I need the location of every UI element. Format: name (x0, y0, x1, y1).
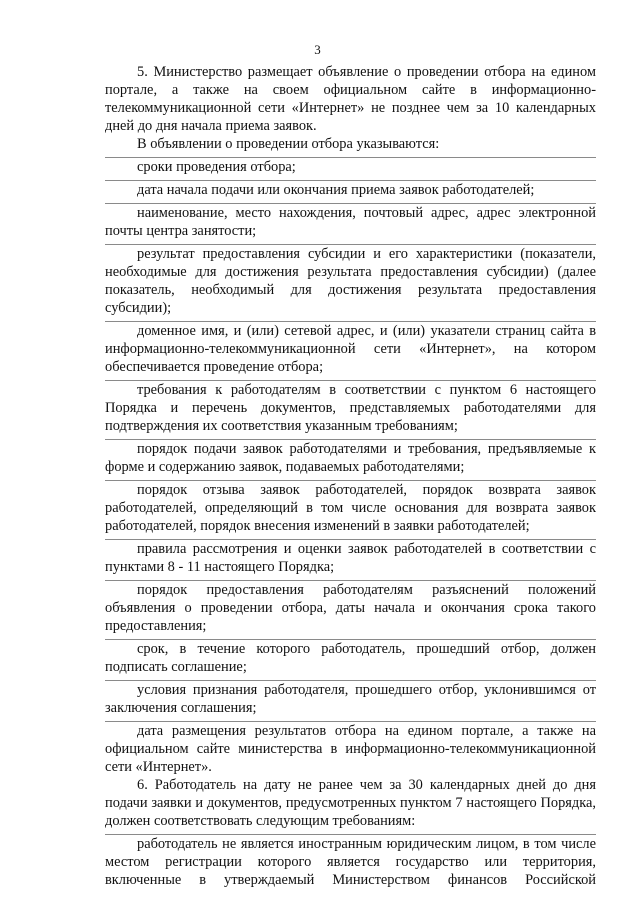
paragraph-6-requirements: 6. Работодатель на дату не ранее чем за 30 календарных дней до дня подачи заявки и документов, предусмотренных пунктом 7 настоящего Порядка, должен соответствовать следующим требованиям: (105, 777, 596, 829)
list-item: доменное имя, и (или) сетевой адрес, и (или) указатели страниц сайта в информационно-телекоммуникационной сети «Интернет», на котором обеспечивается проведение отбора; (105, 323, 596, 375)
list-item: срок, в течение которого работодатель, прошедший отбор, должен подписать соглашение; (105, 641, 596, 675)
page-number: 3 (314, 42, 321, 57)
list-item: требования к работодателям в соответствии с пунктом 6 настоящего Порядка и перечень документов, представляемых работодателями для подтверждения их соответствия указанным требованиям; (105, 382, 596, 434)
document-body (105, 63, 596, 889)
list-item: порядок предоставления работодателям разъяснений положений объявления о проведении отбора, даты начала и окончания срока такого предоставления; (105, 582, 596, 634)
paragraph-5-announcement: 5. Министерство размещает объявление о проведении отбора на едином портале, а также на своем официальном сайте в информационно-телекоммуникационной сети «Интернет» не позднее чем за 10 календарных дней до дня начала приема заявок. (105, 64, 596, 134)
paragraph-announcement-intro: В объявлении о проведении отбора указываются: (137, 136, 440, 152)
list-item: результат предоставления субсидии и его характеристики (показатели, необходимые для достижения результата предоставления субсидии) (далее показатель, необходимый для достижения результата предоставления субсидии); (105, 246, 596, 316)
list-item: сроки проведения отбора; (137, 159, 296, 175)
list-item: порядок отзыва заявок работодателей, порядок возврата заявок работодателей, определяющий в том числе основания для возврата заявок работодателей, порядок внесения изменений в заявки работодателей; (105, 482, 596, 534)
list-item: условия признания работодателя, прошедшего отбор, уклонившимся от заключения соглашения; (105, 682, 596, 716)
list-item: работодатель не является иностранным юридическим лицом, в том числе местом регистрации которого является государство или территория, включенные в утверждаемый Министерством финансов Российской (105, 836, 596, 888)
list-item: наименование, место нахождения, почтовый адрес, адрес электронной почты центра занятости; (105, 205, 596, 239)
list-item: дата размещения результатов отбора на едином портале, а также на официальном сайте министерства в информационно-телекоммуникационной сети «Интернет». (105, 723, 596, 775)
list-item: правила рассмотрения и оценки заявок работодателей в соответствии с пунктами 8 - 11 настоящего Порядка; (105, 541, 596, 575)
list-item: дата начала подачи или окончания приема заявок работодателей; (137, 182, 535, 198)
list-item: порядок подачи заявок работодателями и требования, предъявляемые к форме и содержанию заявок, подаваемых работодателями; (105, 441, 596, 475)
